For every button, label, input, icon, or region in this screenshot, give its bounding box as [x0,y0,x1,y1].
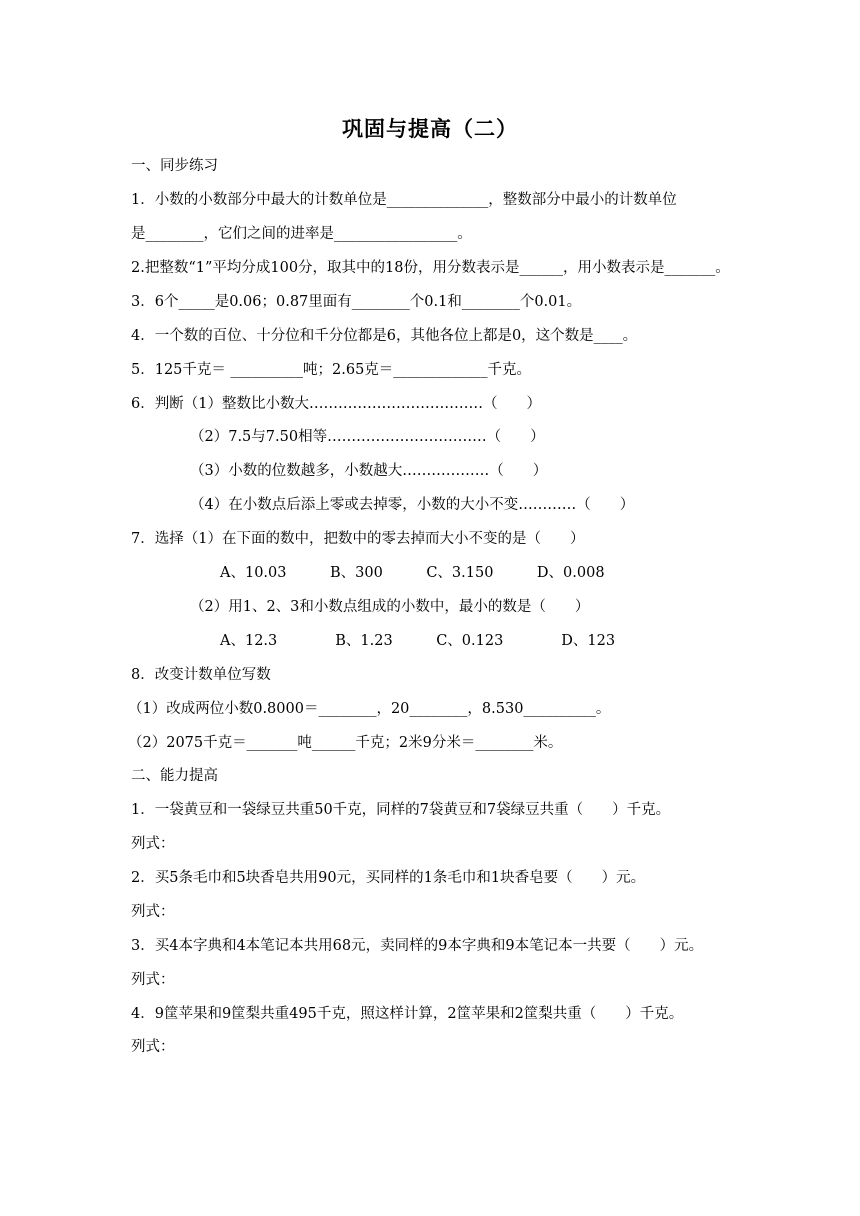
question-3: 3．6个_____是0.06；0.87里面有________个0.1和________个0.01。 [131,294,582,310]
question-6-part-1: 6．判断（1）整数比小数大………………………………（ ） [131,396,541,412]
ability-question-4-work: 列式： [131,1039,175,1055]
question-8-part-1: （1）改成两位小数0.8000＝________，20________，8.530__________。 [128,701,611,717]
ability-question-3: 3．买4本字典和4本笔记本共用68元，卖同样的9本字典和9本笔记本一共要（ ）元。 [131,938,704,954]
question-7-part-2: （2）用1、2、3和小数点组成的小数中，最小的数是（ ） [190,599,590,615]
ability-question-2-work: 列式： [131,904,175,920]
question-8: 8．改变计数单位写数 [131,667,271,683]
question-4: 4．一个数的百位、十分位和千分位都是6，其他各位上都是0，这个数是____。 [131,328,638,344]
question-7-part-1: 7．选择（1）在下面的数中，把数中的零去掉而大小不变的是（ ） [131,531,585,547]
question-8-part-2: （2）2075千克＝_______吨______千克；2米9分米＝________米。 [128,735,563,751]
ability-question-4: 4．9筐苹果和9筐梨共重495千克，照这样计算，2筐苹果和2筐梨共重（ ）千克。 [131,1006,684,1022]
question-7-part-2-options: A、12.3 B、1.23 C、0.123 D、123 [220,633,616,649]
section-heading-sync-practice: 一、同步练习 [131,158,218,174]
question-6-part-3: （3）小数的位数越多，小数越大………………（ ） [190,463,548,479]
question-2: 2.把整数“1”平均分成100分，取其中的18份，用分数表示是______，用小数表示是_______。 [131,260,730,276]
question-1-line-1: 1．小数的小数部分中最大的计数单位是______________，整数部分中最小的计数单位 [131,192,677,208]
question-6-part-2: （2）7.5与7.50相等……………………………（ ） [190,429,545,445]
question-5: 5．125千克＝ __________吨；2.65克＝_____________千克。 [131,362,532,378]
ability-question-3-work: 列式： [131,972,175,988]
section-heading-ability: 二、能力提高 [131,768,218,784]
question-1-line-2: 是________，它们之间的进率是_________________。 [131,226,472,242]
question-7-part-1-options: A、10.03 B、300 C、3.150 D、0.008 [220,565,605,581]
question-6-part-4: （4）在小数点后添上零或去掉零，小数的大小不变…………（ ） [190,497,635,513]
ability-question-1-work: 列式： [131,836,175,852]
ability-question-2: 2．买5条毛巾和5块香皂共用90元，买同样的1条毛巾和1块香皂要（ ）元。 [131,870,646,886]
page-title: 巩固与提高（二） [342,116,518,141]
ability-question-1: 1．一袋黄豆和一袋绿豆共重50千克，同样的7袋黄豆和7袋绿豆共重（ ）千克。 [131,802,671,818]
